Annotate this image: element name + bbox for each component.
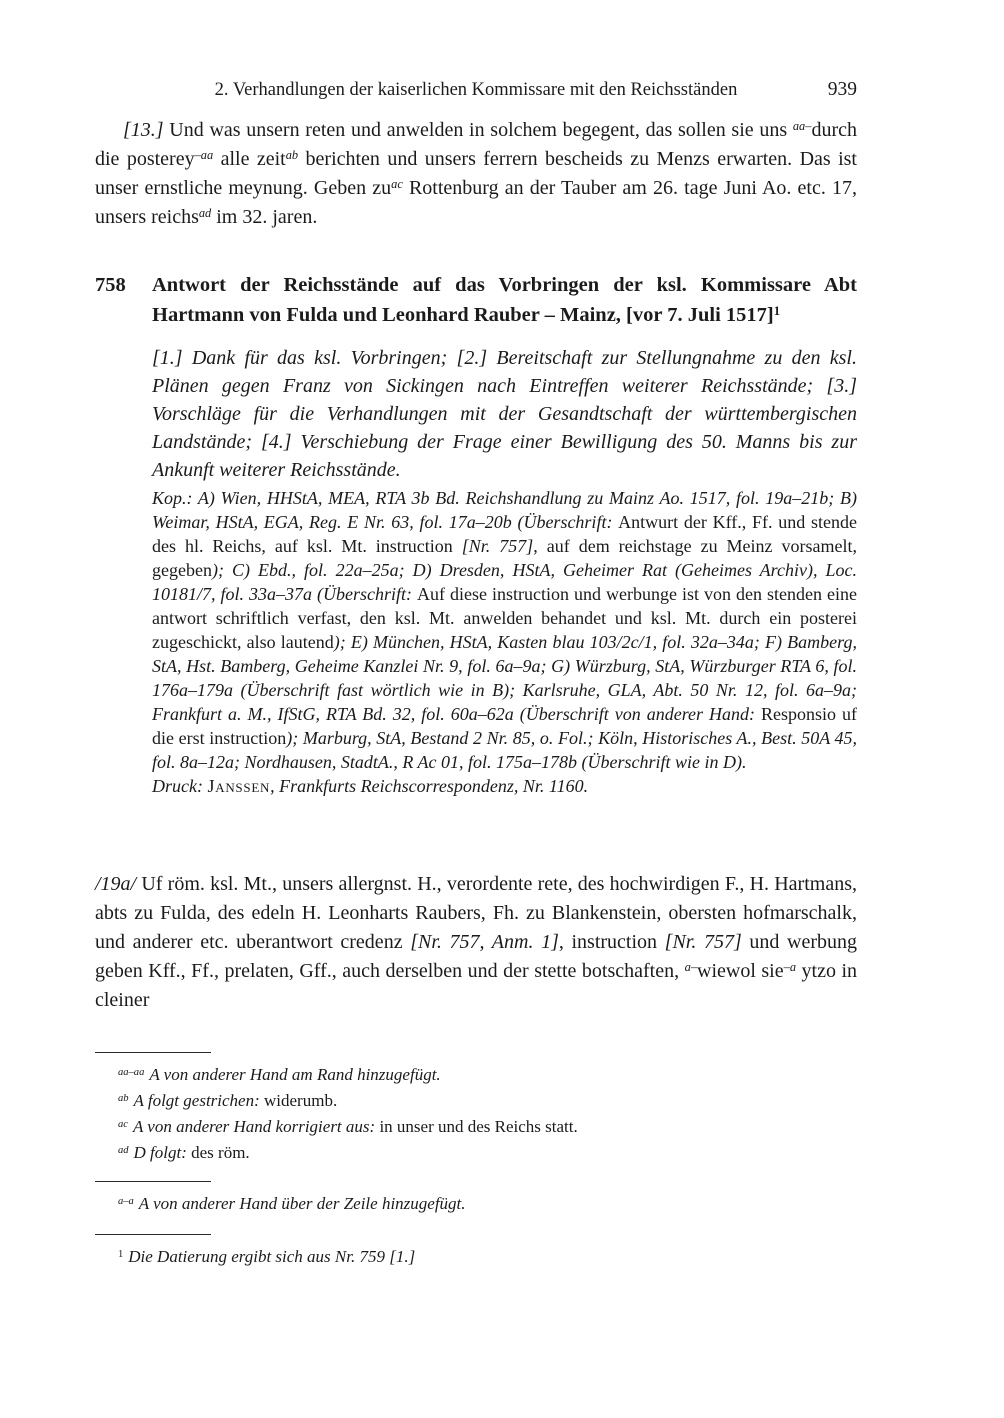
footnote-separator-rule	[95, 1181, 211, 1182]
footnote-aa: $^{aa-aa}$ A von anderer Hand am Rand hinzugefügt.	[118, 1065, 441, 1084]
footnote-1: $^1$ Die Datierung ergibt sich aus Nr. 759 [1.]	[118, 1247, 416, 1266]
footnotes-area	[95, 1052, 857, 1270]
document-body-text: /19a/ Uf röm. ksl. Mt., unsers allergnst. H., verordente rete, des hochwirdigen F., H. Hartmans, abts zu Fulda, des edeln H. Leonharts Raubers, Fh. zu Blankenstein, obersten hofmarschalk, und anderer etc. uberantwort credenz [Nr. 757, Anm. 1], instruction [Nr. 757] und werbung geben Kff., Ff., prelaten, Gff., auch derselben und der stette botschaften, $^{a-}$wiewol sie$^{-a}$ ytzo in cleiner	[95, 873, 858, 1011]
running-head-title: 2. Verhandlungen der kaiserlichen Kommissare mit den Reichsständen	[214, 80, 738, 100]
document-number: 758	[95, 274, 126, 296]
footnote-ab: $^{ab}$ A folgt gestrichen: widerumb.	[118, 1091, 338, 1110]
document-summary: [1.] Dank für das ksl. Vorbringen; [2.] Bereitschaft zur Stellungnahme zu den ksl. Plänen gegen Franz von Sickingen nach Eintreffen weiterer Reichsstände; [3.] Vorschläge für die Verhandlungen mit der Gesandtschaft der württembergischen Landstände; [4.] Verschiebung der Frage einer Bewilligung des 50. Manns bis zur Ankunft weiterer Reichsstände.	[152, 347, 857, 481]
page-number: 939	[827, 79, 857, 100]
running-head	[95, 78, 857, 102]
document-title: Antwort der Reichsstände auf das Vorbringen der ksl. Kommissare Abt Hartmann von Fulda und Leonhard Rauber – Mainz, [vor 7. Juli 1517]$^1$	[152, 274, 857, 326]
source-apparatus	[152, 486, 857, 798]
apparatus-print: Druck: Janssen, Frankfurts Reichscorrespondenz, Nr. 1160.	[152, 776, 589, 796]
footnote-separator-rule	[95, 1234, 211, 1235]
document-heading	[95, 270, 857, 330]
closing-paragraph-13: [13.] Und was unsern reten und anwelden in solchem begegent, das sollen sie uns $^{aa-}$durch die posterey$^{-aa}$ alle zeit$^{ab}$ berichten und unsers ferrern bescheids zu Menzs erwarten. Das ist unser ernstliche meynung. Geben $zu^{ac}$ Rottenburg an der Tauber am 26. tage Juni Ao. etc. 17, unsers reichs$^{ad}$ im 32. jaren.	[95, 118, 857, 228]
footnote-ac: $^{ac}$ A von anderer Hand korrigiert aus: in unser und des Reichs statt.	[118, 1117, 578, 1136]
footnote-ad: $^{ad}$ D folgt: des röm.	[118, 1143, 250, 1162]
apparatus-copies: Kop.: A) Wien, HHStA, MEA, RTA 3b Bd. Reichshandlung zu Mainz Ao. 1517, fol. 19a–21b; B) Weimar, HStA, EGA, Reg. E Nr. 63, fol. 17a–20b (Überschrift: Antwurt der Kff., Ff. und stende des hl. Reichs, auf ksl. Mt. instruction [Nr. 757], auf dem reichstage zu Meinz vorsamelt, gegeben); C) Ebd., fol. 22a–25a; D) Dresden, HStA, Geheimer Rat (Geheimes Archiv), Loc. 10181/7, fol. 33a–37a (Überschrift: Auf diese instruction und werbunge ist von den stenden eine antwort schriftlich verfast, den ksl. Mt. anwelden behandet und ksl. Mt. durch ein posterei zugeschickt, also lautend); E) München, HStA, Kasten blau 103/2c/1, fol. 32a–34a; F) Bamberg, StA, Hst. Bamberg, Geheime Kanzlei Nr. 9, fol. 6a–9a; G) Würzburg, StA, Würzburger RTA 6, fol. 176a–179a (Überschrift fast wörtlich wie in B); Karlsruhe, GLA, Abt. 50 Nr. 12, fol. 6a–9a; Frankfurt a. M., IfStG, RTA Bd. 32, fol. 60a–62a (Überschrift von anderer Hand: Responsio uf die erst instruction); Marburg, StA, Bestand 2 Nr. 85, o. Fol.; Köln, Historisches A., Best. 50A 45, fol. 8a–12a; Nordhausen, StadtA., R Ac 01, fol. 175a–178b (Überschrift wie in D).	[152, 488, 857, 772]
footnote-a: $^{a-a}$ A von anderer Hand über der Zeile hinzugefügt.	[118, 1194, 466, 1213]
footnote-separator-rule	[95, 1052, 211, 1053]
